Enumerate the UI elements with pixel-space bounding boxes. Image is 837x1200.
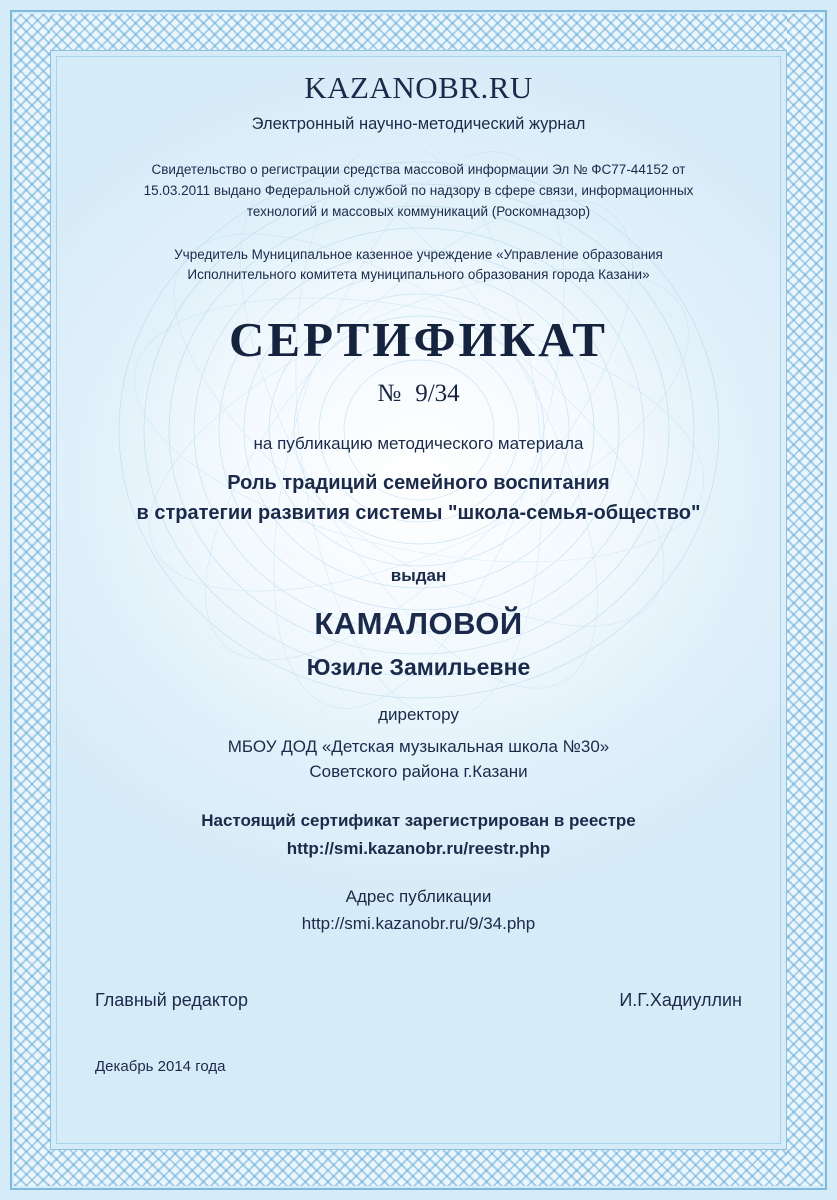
founder-block — [70, 245, 767, 286]
certificate-number-row — [70, 380, 767, 408]
recipient-given-name: Юзиле Замильевне — [306, 654, 531, 681]
recipient-position: директору — [378, 705, 459, 725]
signature-row — [95, 990, 742, 1011]
founder-line-1: Учредитель Муниципальное казенное учреждение «Управление образования — [174, 246, 663, 262]
publication-address-label: Адрес публикации — [345, 886, 492, 906]
issue-date: Декабрь 2014 года — [95, 1058, 226, 1075]
journal-brand-title: KAZANOBR.RU — [304, 70, 533, 105]
registration-line-2: 15.03.2011 выдано Федеральной службой по надзору в сфере связи, информационных — [143, 182, 694, 198]
organization-line-2: Советского района г.Казани — [309, 761, 528, 781]
certificate-number-label: № — [377, 380, 402, 408]
registration-line-3: технологий и массовых коммуникаций (Роскомнадзор) — [246, 203, 591, 219]
recipient-organization — [70, 735, 767, 784]
recipient-surname: КАМАЛОВОЙ — [314, 606, 523, 642]
organization-line-1: МБОУ ДОД «Детская музыкальная школа №30» — [227, 737, 610, 757]
certificate-purpose: на публикацию методического материала — [253, 434, 584, 454]
certificate-title: СЕРТИФИКАТ — [229, 312, 608, 368]
work-title — [70, 468, 767, 528]
editor-name: И.Г.Хадиуллин — [619, 990, 742, 1010]
registration-block — [70, 160, 767, 223]
registry-url[interactable]: http://smi.kazanobr.ru/reestr.php — [286, 838, 551, 858]
certificate-number-value: 9/34 — [415, 380, 460, 408]
registration-line-1: Свидетельство о регистрации средства массовой информации Эл № ФС77-44152 от — [151, 162, 686, 177]
certificate-content — [70, 66, 767, 934]
editor-label: Главный редактор — [95, 990, 249, 1010]
publication-url[interactable]: http://smi.kazanobr.ru/9/34.php — [301, 913, 536, 933]
work-title-line-2: в стратегии развития системы "школа-семья-общество" — [136, 502, 701, 525]
registry-note: Настоящий сертификат зарегистрирован в реестре — [201, 810, 636, 830]
founder-line-2: Исполнительного комитета муниципального образования города Казани» — [187, 267, 650, 283]
journal-subtitle: Электронный научно-методический журнал — [251, 115, 586, 133]
issued-to-label: выдан — [390, 566, 447, 586]
work-title-line-1: Роль традиций семейного воспитания — [227, 472, 610, 495]
